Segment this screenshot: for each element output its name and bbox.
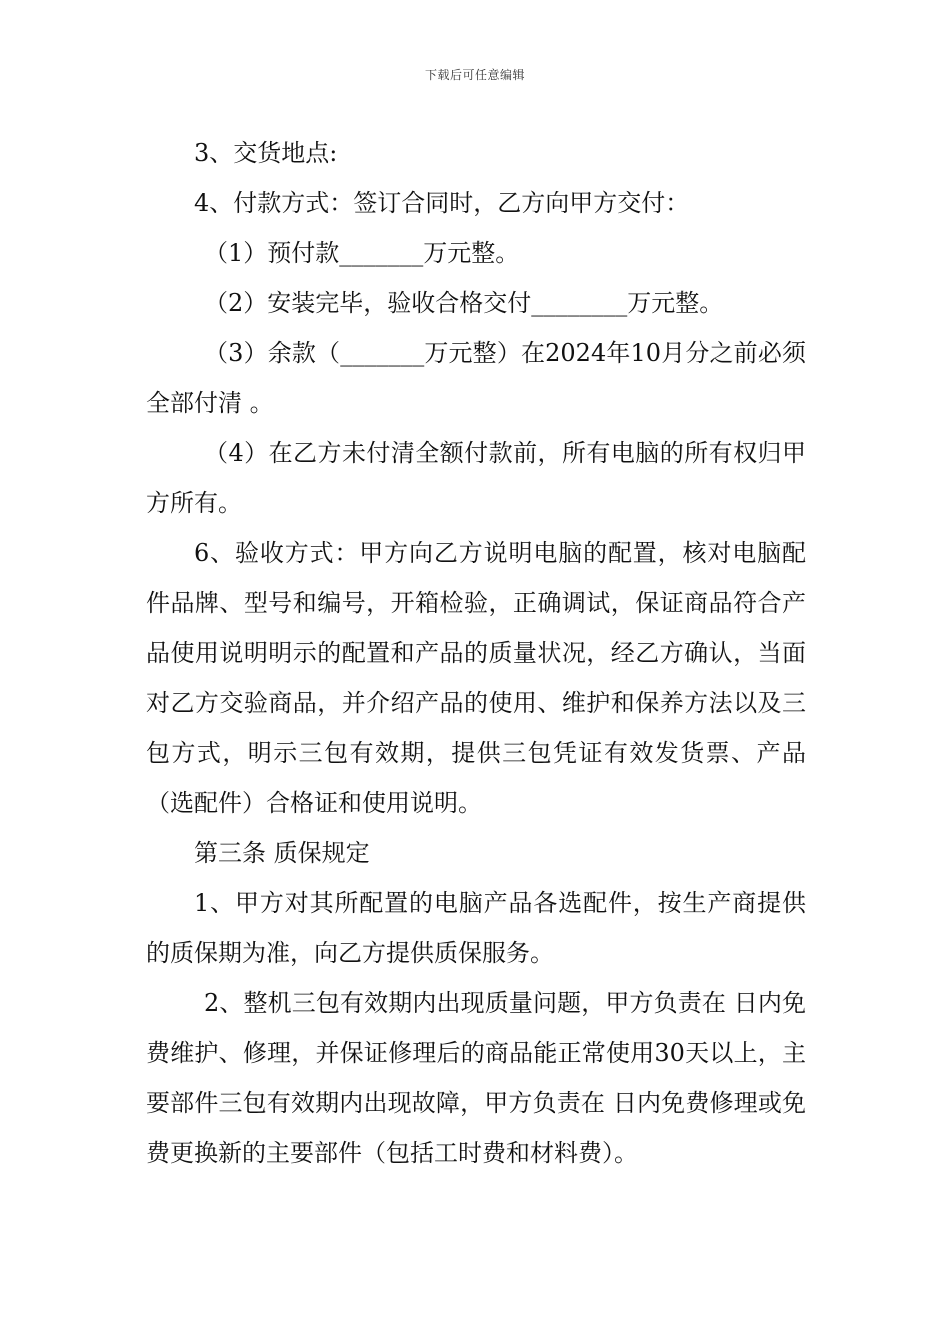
heading-article-three: 第三条 质保规定 bbox=[194, 839, 370, 867]
paragraph-payment-3: （3）余款（_______万元整）在2024年10月分之前必须全部付清 。 bbox=[146, 339, 806, 417]
paragraph-warranty-1: 1、甲方对其所配置的电脑产品各选配件，按生产商提供的质保期为准，向乙方提供质保服务。 bbox=[146, 889, 806, 967]
document-body bbox=[146, 128, 806, 1178]
paragraph-payment-method: 4、付款方式：签订合同时，乙方向甲方交付： bbox=[194, 189, 690, 217]
paragraph-payment-4: （4）在乙方未付清全额付款前，所有电脑的所有权归甲方所有。 bbox=[146, 439, 806, 517]
paragraph-acceptance-method: 6、验收方式：甲方向乙方说明电脑的配置，核对电脑配件品牌、型号和编号，开箱检验，正确调试，保证商品符合产品使用说明明示的配置和产品的质量状况，经乙方确认，当面对乙方交验商品，并介绍产品的使用、维护和保养方法以及三包方式，明示三包有效期，提供三包凭证有效发货票、产品（选配件）合格证和使用说明。 bbox=[146, 539, 806, 817]
paragraph-warranty-2: 2、整机三包有效期内出现质量问题，甲方负责在 日内免费维护、修理，并保证修理后的商品能正常使用30天以上，主要部件三包有效期内出现故障，甲方负责在 日内免费修理或免费更换新的主要部件（包括工时费和材料费）。 bbox=[146, 989, 806, 1167]
paragraph-payment-1: （1）预付款_______万元整。 bbox=[204, 239, 520, 267]
page-header: 下载后可任意编辑 bbox=[424, 68, 525, 82]
paragraph-delivery-location: 3、交货地点: bbox=[194, 139, 338, 167]
paragraph-payment-2: （2）安装完毕，验收合格交付________万元整。 bbox=[204, 289, 724, 317]
